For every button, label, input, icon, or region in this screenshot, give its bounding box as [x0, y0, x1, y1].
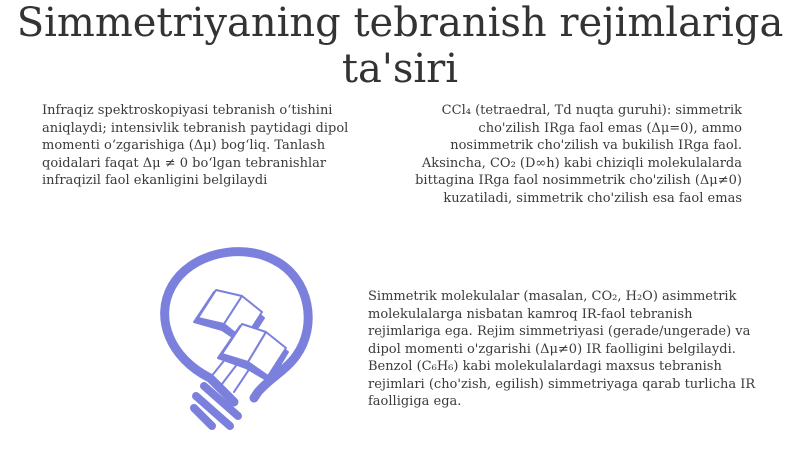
- slide-title: Simmetriyaning tebranish rejimlariga ta'siri: [16, 0, 784, 92]
- paragraph-bottom: Simmetrik molekulalar (masalan, CO₂, H₂O) asimmetrik molekulalarga nisbatan kamroq IR-faol tebranish rejimlariga ega. Rejim simmetriyasi (gerade/ungerade) va dipol momenti o'zgarishi (Δμ≠0) IR faolligini belgilaydi. Benzol (C₆H₆) kabi molekulalardagi maxsus tebranish rejimlari (cho'zish, egilish) simmetriyaga qarab turlicha IR faolligiga ega.: [368, 289, 756, 409]
- paragraph-right: CCl₄ (tetraedral, Td nuqta guruhi): simmetrik cho'zilish IRga faol emas (Δμ=0), ammo nosimmetrik cho'zilish va bukilish IRga faol. Aksincha, CO₂ (D∞h) kabi chiziqli molekulalarda bittagina IRga faol nosimmetrik cho'zilish (Δμ≠0) kuzatiladi, simmetrik cho'zilish esa faol emas: [415, 103, 742, 206]
- paragraph-left: Infraqiz spektroskopiyasi tebranish o‘tishini aniqlaydi; intensivlik tebranish paytidagi dipol momenti o‘zgarishiga (Δμ) bog‘liq. Tanlash qoidalari faqat Δμ ≠ 0 bo‘lgan tebranishlar infraqizil faol ekanligini belgilaydi: [42, 103, 349, 188]
- lightbulb-book-icon: [150, 246, 315, 436]
